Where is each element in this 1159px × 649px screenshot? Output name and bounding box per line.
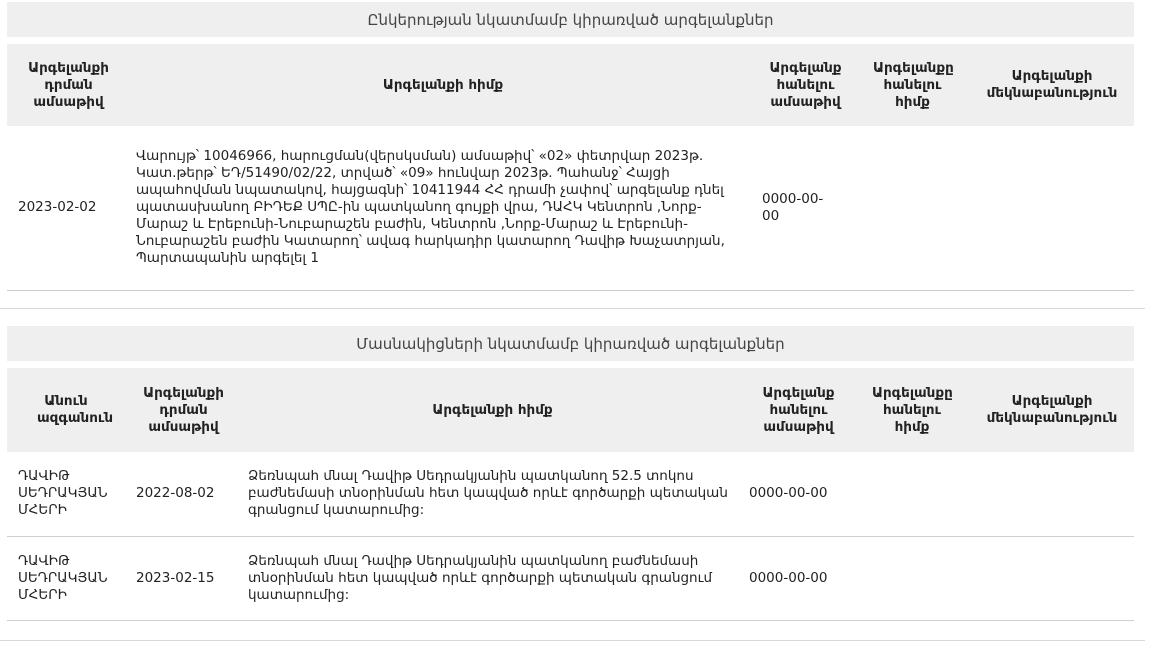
- company-restrictions-section: [7, 2, 1134, 291]
- table-row: [7, 126, 1134, 290]
- participants-restrictions-section: [7, 326, 1134, 621]
- header-lift-basis: Արգելանքը հանելու հիմք: [855, 44, 970, 126]
- row-comment: [970, 452, 1134, 536]
- bottom-divider: [0, 640, 1145, 641]
- row-name: ԴԱՎԻԹ ՍԵԴՐԱԿՅԱՆ ՄՀԵՐԻ: [7, 452, 125, 536]
- header-date: Արգելանքի դրման ամսաթիվ: [125, 368, 242, 452]
- header-lift-date: Արգելանք հանելու ամսաթիվ: [756, 44, 855, 126]
- row-date: 2022-08-02: [125, 452, 242, 536]
- company-restrictions-title: Ընկերության նկատմամբ կիրառված արգելանքներ: [7, 2, 1134, 37]
- header-date: Արգելանքի դրման ամսաթիվ: [7, 44, 130, 126]
- row-lift-basis: [855, 126, 970, 290]
- header-comment: Արգելանքի մեկնաբանություն: [970, 368, 1134, 452]
- table-row: [7, 452, 1134, 536]
- row-date: 2023-02-15: [125, 536, 242, 620]
- row-comment: [970, 536, 1134, 620]
- header-lift-date: Արգելանք հանելու ամսաթիվ: [743, 368, 854, 452]
- row-lift-basis: [854, 452, 970, 536]
- header-name: Անուն ազգանուն: [7, 368, 125, 452]
- header-lift-basis: Արգելանքը հանելու հիմք: [854, 368, 970, 452]
- row-lift-basis: [854, 536, 970, 620]
- participants-restrictions-title: Մասնակիցների նկատմամբ կիրառված արգելանքներ: [7, 326, 1134, 361]
- header-comment: Արգելանքի մեկնաբանություն: [970, 44, 1134, 126]
- header-basis: Արգելանքի հիմք: [242, 368, 743, 452]
- participants-restrictions-table: [7, 368, 1134, 621]
- row-lift-date: 0000-00-00: [756, 126, 855, 290]
- company-restrictions-table: [7, 44, 1134, 291]
- row-date: 2023-02-02: [7, 126, 130, 290]
- row-basis: Վարույթ՝ 10046966, հարուցման(վերսկսման) ամսաթիվ՝ «02» փետրվար 2023թ. Կատ.թերթ՝ ԵԴ/51490/02/22, տրված՝ «09» հունվար 2023թ. Պահանջ՝ Հայցի ապահովման նպատակով, հայցագնի՝ 10411944 ՀՀ դրամի չափով՝ արգելանք դնել պատասխանող ԲԻԴԵՔ ՍՊԸ-ին պատկանող գույքի վրա, ԴԱՀԿ Կենտրոն ,Նորք-Մարաշ և Էրեբունի-Նուբարաշեն բաժին, Կենտրոն ,Նորք-Մարաշ և Էրեբունի-Նուբարաշեն բաժին Կատարող՝ ավագ հարկադիր կատարող Դավիթ Խաչատրյան, Պարտապանին արգելել 1: [130, 126, 756, 290]
- table-row: [7, 536, 1134, 620]
- header-basis: Արգելանքի հիմք: [130, 44, 756, 126]
- row-lift-date: 0000-00-00: [743, 536, 854, 620]
- row-basis: Ձեռնպահ մնալ Դավիթ Սեդրակյանին պատկանող բաժնեմասի տնօրինման հետ կապված որևէ գործարքի պետական գրանցում կատարումից:: [242, 536, 743, 620]
- row-comment: [970, 126, 1134, 290]
- row-basis: Ձեռնպահ մնալ Դավիթ Սեդրակյանին պատկանող 52.5 տոկոս բաժնեմասի տնօրինման հետ կապված որևէ գործարքի պետական գրանցում կատարումից:: [242, 452, 743, 536]
- section-divider: [0, 308, 1145, 309]
- row-lift-date: 0000-00-00: [743, 452, 854, 536]
- row-name: ԴԱՎԻԹ ՍԵԴՐԱԿՅԱՆ ՄՀԵՐԻ: [7, 536, 125, 620]
